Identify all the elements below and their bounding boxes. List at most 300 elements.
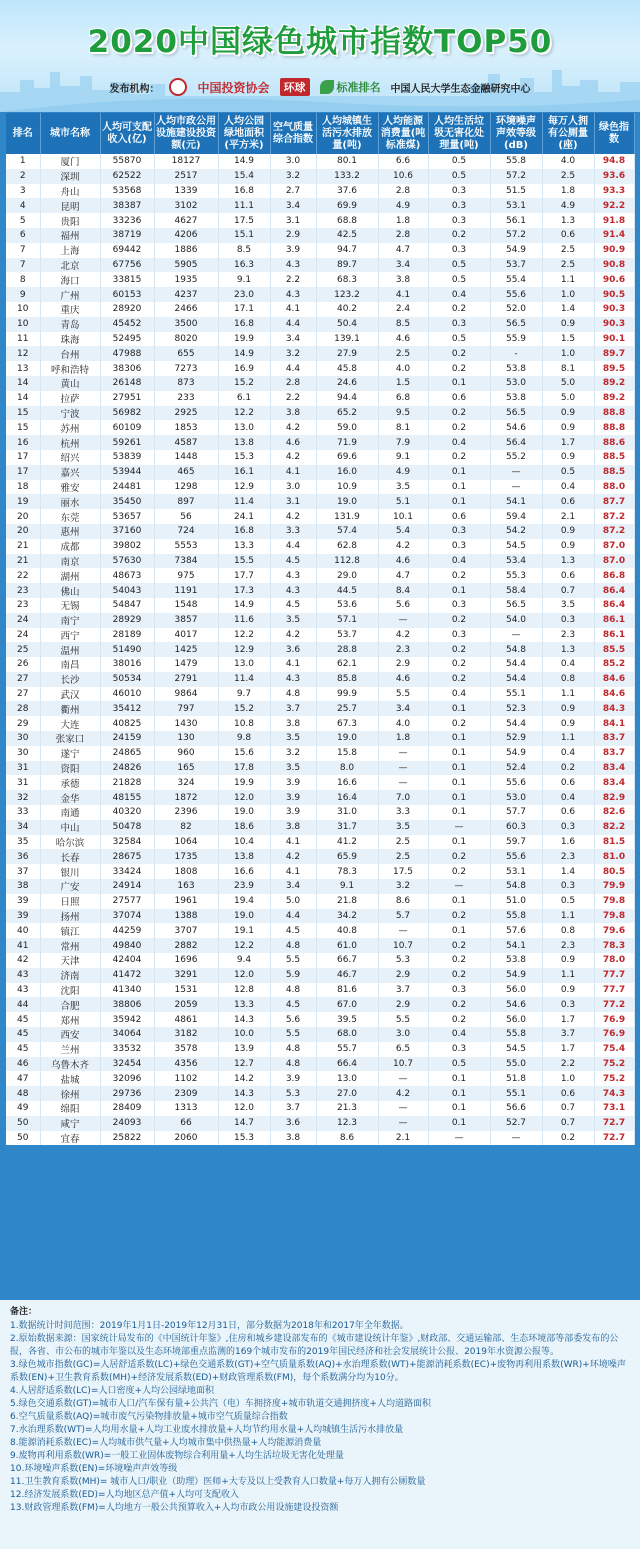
table-cell: 10.8 [218,716,270,731]
city-name-cell: 郑州 [40,1012,100,1027]
table-cell: 54.4 [490,672,542,687]
table-cell: 14.3 [218,1012,270,1027]
table-cell: 4.1 [378,287,428,302]
green-index-cell: 93.6 [594,169,634,184]
table-cell: 0.6 [428,509,490,524]
table-cell: 2.8 [378,184,428,199]
green-index-cell: 88.5 [594,450,634,465]
table-cell: 15.3 [218,450,270,465]
table-cell: 3102 [154,198,218,213]
table-cell: 23.9 [218,879,270,894]
table-cell: 66.4 [316,1057,378,1072]
table-cell: 39 [6,909,40,924]
table-cell: 0.2 [428,938,490,953]
table-row [6,849,634,864]
table-cell: 5.0 [542,391,594,406]
table-cell: 1.1 [542,272,594,287]
table-cell: 1548 [154,598,218,613]
green-index-cell: 90.8 [594,258,634,273]
table-cell: 5.5 [270,953,316,968]
table-cell: 37160 [100,524,154,539]
table-cell: 19.0 [218,909,270,924]
table-cell: 165 [154,761,218,776]
table-cell: 69.9 [316,198,378,213]
city-name-cell: 天津 [40,953,100,968]
table-cell: 31 [6,775,40,790]
note-item: 4.人居舒适系数(LC)=人口密度+人均公园绿地面积 [10,1386,214,1396]
table-cell: 9.1 [378,450,428,465]
table-cell: 7 [6,243,40,258]
table-cell: 4.3 [270,568,316,583]
table-cell: 5.3 [378,953,428,968]
green-index-cell: 82.9 [594,790,634,805]
table-cell: 56.4 [490,435,542,450]
table-cell: 1.7 [542,435,594,450]
city-name-cell: 广安 [40,879,100,894]
table-cell: 67.3 [316,716,378,731]
table-cell: 0.2 [428,968,490,983]
table-cell: 4.3 [270,258,316,273]
page-title: 2020中国绿色城市指数TOP50 [87,24,553,60]
table-cell: 50 [6,1116,40,1131]
table-cell: 4206 [154,228,218,243]
city-name-cell: 深圳 [40,169,100,184]
note-item: 6.空气质量系数(AQ)=城市废气污染物排放量+城市空气质量综合指数 [10,1412,288,1422]
table-cell: 52.9 [490,731,542,746]
table-row [6,258,634,273]
table-cell: 8.4 [378,583,428,598]
city-name-cell: 拉萨 [40,391,100,406]
table-cell: 3.2 [270,169,316,184]
table-cell: 17.7 [218,568,270,583]
table-cell: 6 [6,228,40,243]
table-cell: 65.9 [316,849,378,864]
table-cell: 123.2 [316,287,378,302]
table-cell: 16.1 [218,465,270,480]
table-cell: 1313 [154,1101,218,1116]
table-cell: 55.8 [490,909,542,924]
table-cell: 24093 [100,1116,154,1131]
table-cell: 0.3 [428,184,490,199]
table-row [6,805,634,820]
table-row [6,701,634,716]
table-cell: 38 [6,879,40,894]
table-row [6,820,634,835]
table-cell: 1.7 [542,1042,594,1057]
table-cell: 27.9 [316,346,378,361]
table-cell: 3.9 [270,243,316,258]
green-index-cell: 87.0 [594,554,634,569]
table-cell: 15.5 [218,554,270,569]
table-row [6,243,634,258]
table-cell: 139.1 [316,332,378,347]
green-index-cell: 75.4 [594,1042,634,1057]
table-row [6,968,634,983]
table-cell: 0.1 [428,761,490,776]
table-cell: 2.9 [378,657,428,672]
table-cell: 0.1 [428,480,490,495]
table-cell: 4.1 [270,835,316,850]
table-cell: 0.2 [428,672,490,687]
table-cell: 37074 [100,909,154,924]
table-cell: 3.8 [270,1131,316,1146]
table-cell: 56.5 [490,406,542,421]
table-row [6,213,634,228]
city-name-cell: 西宁 [40,628,100,643]
table-cell: 54.4 [490,657,542,672]
table-cell: 1531 [154,983,218,998]
table-cell: 2466 [154,302,218,317]
table-cell: 0.6 [542,775,594,790]
table-cell: 0.3 [428,1042,490,1057]
table-cell: 14.9 [218,346,270,361]
table-cell: 3.4 [378,701,428,716]
table-cell: 0.1 [428,376,490,391]
table-cell: 3.0 [270,480,316,495]
table-cell: 56.0 [490,983,542,998]
table-cell: 62.1 [316,657,378,672]
table-cell: 27 [6,687,40,702]
table-cell: 10.0 [218,1027,270,1042]
table-cell: 0.1 [428,465,490,480]
table-cell: 23 [6,598,40,613]
table-cell: 0.6 [542,494,594,509]
city-name-cell: 武汉 [40,687,100,702]
green-index-cell: 79.8 [594,909,634,924]
city-name-cell: 合肥 [40,997,100,1012]
table-cell: 37 [6,864,40,879]
table-row [6,346,634,361]
table-cell: 2.1 [378,1131,428,1146]
green-index-cell: 83.4 [594,775,634,790]
table-cell: 46010 [100,687,154,702]
table-cell: 55870 [100,154,154,169]
table-cell: 0.9 [542,953,594,968]
green-index-cell: 83.7 [594,746,634,761]
green-index-cell: 91.8 [594,213,634,228]
table-cell: 15.6 [218,746,270,761]
table-cell: 2.8 [378,228,428,243]
table-cell: 1.0 [542,1071,594,1086]
table-cell: 33 [6,805,40,820]
table-cell: 3.0 [270,154,316,169]
table-cell: 53657 [100,509,154,524]
table-cell: 12 [6,346,40,361]
table-cell: 53.7 [316,628,378,643]
table-cell: 3.7 [270,701,316,716]
table-cell: 3.8 [378,272,428,287]
city-name-cell: 南宁 [40,613,100,628]
table-body [6,154,634,1145]
green-index-cell: 82.2 [594,820,634,835]
table-cell: 22 [6,568,40,583]
table-cell: 1.4 [542,864,594,879]
table-cell: 655 [154,346,218,361]
table-cell: 0.2 [428,450,490,465]
table-cell: 1.6 [542,835,594,850]
leaf-icon [320,80,334,94]
table-cell: 55.6 [490,849,542,864]
table-cell: 43 [6,968,40,983]
table-cell: 0.2 [542,1131,594,1146]
table-cell: 11.6 [218,613,270,628]
notes-list [10,1320,630,1515]
table-cell: 4.9 [378,465,428,480]
table-cell: 66.7 [316,953,378,968]
table-cell: 54.4 [490,716,542,731]
table-cell: 12.9 [218,480,270,495]
table-cell: 68.0 [316,1027,378,1042]
table-cell: 56 [154,509,218,524]
table-cell: 45 [6,1012,40,1027]
table-cell: 24481 [100,480,154,495]
table-cell: 16.4 [316,790,378,805]
publisher-row [0,76,640,98]
publisher-label: 发布机构： [109,83,160,95]
table-cell: 55.4 [490,272,542,287]
table-row [6,909,634,924]
table-cell: 55.8 [490,1027,542,1042]
table-cell: 4.2 [378,628,428,643]
table-cell: 42 [6,953,40,968]
table-cell: 0.3 [542,820,594,835]
green-index-cell: 77.2 [594,997,634,1012]
table-row [6,628,634,643]
table-cell: 4.7 [378,243,428,258]
banner [0,0,640,112]
table-cell: 8.0 [316,761,378,776]
table-cell: 12.2 [218,938,270,953]
table-cell: 57.4 [316,524,378,539]
table-cell: 40.8 [316,923,378,938]
table-cell: 54.8 [490,642,542,657]
table-cell: 6.6 [378,154,428,169]
notes-heading: 备注： [10,1307,38,1317]
table-cell: 0.1 [428,790,490,805]
green-index-cell: 89.2 [594,391,634,406]
table-cell: 4.9 [378,198,428,213]
note-item: 7.水治理系数(WT)=人均用水量+人均工业废水排放量+人均节约用水量+人均城镇生活污水排放量 [10,1425,404,1435]
table-cell: 0.4 [428,554,490,569]
table-cell: 2059 [154,997,218,1012]
table-cell: 12.0 [218,1101,270,1116]
column-header: 人均城镇生活污水排放量(吨) [316,113,378,154]
city-name-cell: 金华 [40,790,100,805]
table-cell: 33424 [100,864,154,879]
table-cell: 45452 [100,317,154,332]
table-cell: 32454 [100,1057,154,1072]
table-cell: 62.8 [316,539,378,554]
table-cell: 40825 [100,716,154,731]
table-cell: — [490,480,542,495]
table-cell: 0.2 [428,657,490,672]
table-cell: 2517 [154,169,218,184]
city-name-cell: 北京 [40,258,100,273]
table-cell: 0.5 [428,154,490,169]
table-cell: 5.0 [542,376,594,391]
table-row [6,302,634,317]
city-name-cell: 嘉兴 [40,465,100,480]
table-cell: 2.9 [270,228,316,243]
table-cell: 28929 [100,613,154,628]
table-cell: 3.4 [378,258,428,273]
table-row [6,746,634,761]
table-cell: 3.5 [378,480,428,495]
table-row [6,1131,634,1146]
city-name-cell: 上海 [40,243,100,258]
table-cell: — [490,1131,542,1146]
table-cell: 0.3 [428,198,490,213]
table-cell: 8 [6,272,40,287]
table-cell: 0.1 [428,805,490,820]
table-cell: 1.5 [378,376,428,391]
table-cell: 0.5 [428,332,490,347]
table-cell: 39.5 [316,1012,378,1027]
table-cell: 55.9 [490,332,542,347]
table-cell: 60109 [100,420,154,435]
table-cell: 0.5 [428,258,490,273]
green-index-cell: 81.0 [594,849,634,864]
note-item: 8.能源消耗系数(EC)=人均城市供气量+人均城市集中供热量+人均能源消费量 [10,1438,322,1448]
table-cell: 17.5 [378,864,428,879]
table-cell: 50534 [100,672,154,687]
table-cell: 59261 [100,435,154,450]
table-cell: 44 [6,997,40,1012]
table-cell: 28 [6,701,40,716]
table-cell: 81.6 [316,983,378,998]
table-cell: 69.6 [316,450,378,465]
table-cell: 3.3 [270,524,316,539]
table-cell: 4.8 [270,1042,316,1057]
table-cell: 7.9 [378,435,428,450]
table-row [6,154,634,169]
table-row [6,1012,634,1027]
table-cell: 54.5 [490,1042,542,1057]
table-row [6,391,634,406]
table-cell: 15 [6,420,40,435]
table-cell: 4.6 [378,332,428,347]
city-name-cell: 昆明 [40,198,100,213]
table-cell: 55.7 [316,1042,378,1057]
table-cell: 15 [6,406,40,421]
column-header: 环境噪声声效等级(dB) [490,113,542,154]
table-cell: 21828 [100,775,154,790]
table-cell: 16.8 [218,317,270,332]
table-cell: 36 [6,849,40,864]
city-name-cell: 台州 [40,346,100,361]
column-header: 绿色指数 [594,113,634,154]
table-cell: 0.5 [428,169,490,184]
table-cell: 39802 [100,539,154,554]
table-cell: 12.9 [218,642,270,657]
table-cell: 40320 [100,805,154,820]
table-cell: 61.0 [316,938,378,953]
table-cell: 4.6 [378,672,428,687]
table-cell: 2.3 [542,628,594,643]
table-cell: 2396 [154,805,218,820]
table-cell: 5.5 [378,1012,428,1027]
table-cell: 0.6 [542,805,594,820]
table-cell: 4.4 [270,317,316,332]
table-cell: 13.0 [316,1071,378,1086]
city-name-cell: 黄山 [40,376,100,391]
table-cell: — [378,1101,428,1116]
table-row [6,687,634,702]
table-cell: 3.8 [270,406,316,421]
table-cell: 5553 [154,539,218,554]
table-cell: — [428,1131,490,1146]
table-cell: 4.3 [270,672,316,687]
table-cell: 14.2 [218,1071,270,1086]
green-index-cell: 76.9 [594,1012,634,1027]
table-cell: 2 [6,169,40,184]
table-cell: 4.8 [270,1057,316,1072]
table-cell: 0.4 [542,746,594,761]
table-cell: 56982 [100,406,154,421]
table-cell: 2.2 [270,272,316,287]
table-cell: 0.9 [542,716,594,731]
table-cell: 56.6 [490,1101,542,1116]
table-cell: 4017 [154,628,218,643]
city-name-cell: 厦门 [40,154,100,169]
table-row [6,923,634,938]
table-cell: 975 [154,568,218,583]
table-cell: 15.4 [218,169,270,184]
table-cell: 25822 [100,1131,154,1146]
table-cell: 40.2 [316,302,378,317]
table-cell: 21.8 [316,894,378,909]
table-row [6,480,634,495]
table-cell: 3.2 [270,346,316,361]
table-cell: 3.4 [270,332,316,347]
table-cell: 9.1 [316,879,378,894]
table-cell: 2.9 [378,968,428,983]
city-name-cell: 资阳 [40,761,100,776]
city-name-cell: 济南 [40,968,100,983]
table-cell: 1064 [154,835,218,850]
table-cell: 28920 [100,302,154,317]
table-cell: 37.6 [316,184,378,199]
table-cell: 10.7 [378,938,428,953]
table-cell: 11.1 [218,198,270,213]
table-cell: 57.2 [490,228,542,243]
table-cell: 0.6 [542,568,594,583]
city-name-cell: 承德 [40,775,100,790]
city-name-cell: 常州 [40,938,100,953]
table-cell: 18127 [154,154,218,169]
table-cell: 0.2 [428,568,490,583]
table-row [6,864,634,879]
table-cell: 28.8 [316,642,378,657]
green-index-cell: 86.4 [594,583,634,598]
table-cell: 29736 [100,1086,154,1101]
table-cell: 1 [6,154,40,169]
table-cell: 57.1 [316,613,378,628]
table-cell: 59.4 [490,509,542,524]
column-header: 空气质量综合指数 [270,113,316,154]
table-cell: 1430 [154,716,218,731]
table-cell: 55.3 [490,568,542,583]
table-cell: 0.1 [428,1116,490,1131]
table-cell: 0.9 [542,539,594,554]
table-cell: 4.9 [542,198,594,213]
table-cell: 2.8 [270,376,316,391]
table-cell: — [428,820,490,835]
table-cell: 38806 [100,997,154,1012]
table-cell: 4.1 [270,465,316,480]
table-cell: 3182 [154,1027,218,1042]
table-cell: 53.0 [490,376,542,391]
